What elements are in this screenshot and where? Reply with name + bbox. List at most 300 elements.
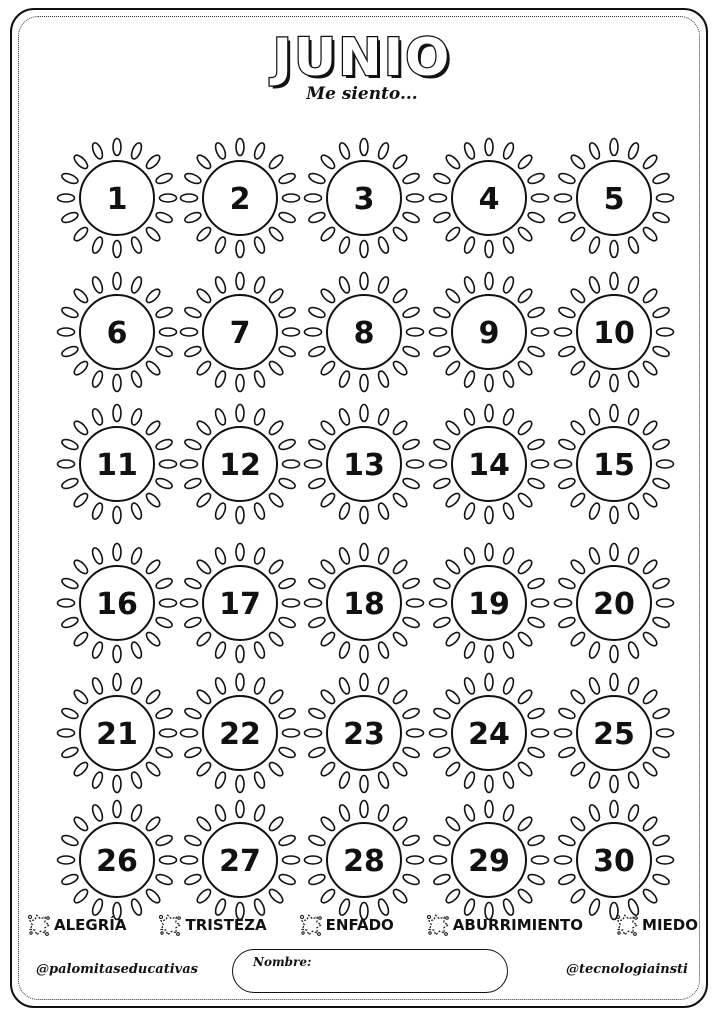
- day-number: 13: [343, 448, 385, 483]
- day-number: 10: [593, 316, 635, 351]
- day-sun[interactable]: [181, 801, 300, 920]
- legend-item-aburrimiento[interactable]: [425, 912, 583, 938]
- sun-ray: [360, 544, 368, 561]
- sun-ray: [195, 225, 213, 243]
- sun-ray: [402, 746, 421, 760]
- sun-ray: [144, 760, 162, 778]
- sun-ray: [502, 502, 516, 521]
- day-sun[interactable]: [181, 405, 300, 524]
- sun-ray: [588, 276, 602, 295]
- sun-ray: [278, 306, 297, 320]
- sun-ray: [610, 776, 618, 793]
- sun-ray: [444, 287, 462, 305]
- sun-ray: [308, 746, 327, 760]
- sun-ray: [485, 241, 493, 258]
- sun-ray: [91, 502, 105, 521]
- sun-ray: [569, 419, 587, 437]
- sun-ray: [569, 558, 587, 576]
- sun-ray: [433, 577, 452, 591]
- sun-ray: [402, 477, 421, 491]
- sun-ray: [61, 306, 80, 320]
- sun-ray: [155, 211, 174, 225]
- sun-ray: [319, 760, 337, 778]
- sun-ray: [444, 359, 462, 377]
- sun-ray: [532, 328, 549, 336]
- sun-ray: [184, 834, 203, 848]
- sun-ray: [160, 460, 177, 468]
- sun-ray: [558, 438, 577, 452]
- sun-ray: [652, 616, 671, 630]
- sun-ray: [113, 507, 121, 524]
- sun-ray: [588, 142, 602, 161]
- sun-ray: [516, 225, 534, 243]
- sun-ray: [502, 236, 516, 255]
- sun-ray: [130, 370, 144, 389]
- sun-ray: [430, 328, 447, 336]
- sun-ray: [430, 856, 447, 864]
- sun-ray: [444, 760, 462, 778]
- sun-ray: [532, 599, 549, 607]
- sun-ray: [214, 276, 228, 295]
- day-number: 26: [96, 844, 138, 879]
- sun-ray: [610, 273, 618, 290]
- sun-ray: [463, 502, 477, 521]
- sun-ray: [195, 558, 213, 576]
- sun-ray: [214, 641, 228, 660]
- day-sun[interactable]: [555, 139, 674, 258]
- sun-ray: [588, 677, 602, 696]
- sun-ray: [485, 674, 493, 691]
- sun-ray: [588, 804, 602, 823]
- sun-ray: [588, 408, 602, 427]
- sun-ray: [91, 236, 105, 255]
- sun-ray: [402, 707, 421, 721]
- sun-ray: [463, 677, 477, 696]
- sun-ray: [433, 707, 452, 721]
- sun-ray: [555, 729, 572, 737]
- sun-ray: [72, 419, 90, 437]
- day-sun[interactable]: [305, 273, 424, 392]
- sun-ray: [144, 688, 162, 706]
- sun-ray: [558, 616, 577, 630]
- sun-ray: [627, 771, 641, 790]
- sun-ray: [72, 359, 90, 377]
- day-sun[interactable]: [58, 674, 177, 793]
- sun-ray: [641, 558, 659, 576]
- sun-ray: [72, 225, 90, 243]
- sun-ray: [236, 507, 244, 524]
- sun-ray: [181, 729, 198, 737]
- sun-ray: [253, 804, 267, 823]
- sun-ray: [641, 630, 659, 648]
- sun-ray: [130, 641, 144, 660]
- day-sun[interactable]: [58, 801, 177, 920]
- sun-ray: [72, 760, 90, 778]
- sun-ray: [485, 405, 493, 422]
- sun-ray: [610, 674, 618, 691]
- day-number: 27: [219, 844, 261, 879]
- sun-ray: [236, 139, 244, 156]
- sun-ray: [236, 674, 244, 691]
- sun-ray: [91, 677, 105, 696]
- sun-ray: [610, 646, 618, 663]
- sun-ray: [184, 707, 203, 721]
- sun-ray: [160, 729, 177, 737]
- sun-ray: [236, 375, 244, 392]
- sun-ray: [278, 172, 297, 186]
- sun-ray: [130, 236, 144, 255]
- sun-ray: [391, 359, 409, 377]
- sun-ray: [377, 547, 391, 566]
- sun-ray: [113, 544, 121, 561]
- sun-ray: [402, 616, 421, 630]
- sun-ray: [391, 153, 409, 171]
- day-sun[interactable]: [181, 674, 300, 793]
- sun-ray: [267, 760, 285, 778]
- sun-ray: [144, 491, 162, 509]
- sun-ray: [433, 746, 452, 760]
- sun-ray: [72, 558, 90, 576]
- sun-ray: [155, 707, 174, 721]
- sun-ray: [555, 856, 572, 864]
- legend-item-tristeza[interactable]: [157, 912, 266, 938]
- sun-ray: [657, 194, 674, 202]
- sun-ray: [377, 804, 391, 823]
- sun-ray: [657, 599, 674, 607]
- sun-ray: [338, 547, 352, 566]
- sun-ray: [214, 370, 228, 389]
- day-sun[interactable]: [58, 544, 177, 663]
- sun-ray: [532, 194, 549, 202]
- sun-ray: [113, 273, 121, 290]
- sun-ray: [391, 887, 409, 905]
- day-sun[interactable]: [58, 273, 177, 392]
- sun-ray: [485, 139, 493, 156]
- sun-ray: [391, 491, 409, 509]
- day-sun[interactable]: [430, 801, 549, 920]
- day-sun[interactable]: [58, 405, 177, 524]
- sun-ray: [160, 856, 177, 864]
- sun-ray: [195, 419, 213, 437]
- sun-ray: [278, 873, 297, 887]
- sun-ray: [463, 641, 477, 660]
- sun-ray: [91, 276, 105, 295]
- sun-ray: [485, 273, 493, 290]
- sun-ray: [214, 142, 228, 161]
- sun-ray: [308, 172, 327, 186]
- sun-ray: [214, 771, 228, 790]
- sun-ray: [360, 801, 368, 818]
- sun-ray: [652, 577, 671, 591]
- sun-ray: [502, 804, 516, 823]
- day-number: 5: [603, 182, 625, 217]
- sun-ray: [463, 370, 477, 389]
- sun-ray: [283, 729, 300, 737]
- sun-ray: [155, 616, 174, 630]
- day-number: 9: [478, 316, 500, 351]
- sun-ray: [61, 746, 80, 760]
- sun-ray: [236, 241, 244, 258]
- sun-ray: [184, 477, 203, 491]
- day-sun[interactable]: [181, 139, 300, 258]
- day-sun[interactable]: [58, 139, 177, 258]
- sun-ray: [267, 225, 285, 243]
- sun-ray: [558, 211, 577, 225]
- day-sun[interactable]: [555, 405, 674, 524]
- sun-ray: [72, 491, 90, 509]
- sun-ray: [652, 746, 671, 760]
- sun-ray: [214, 804, 228, 823]
- sun-ray: [463, 276, 477, 295]
- sun-ray: [433, 345, 452, 359]
- sun-ray: [181, 194, 198, 202]
- emotion-legend: [26, 912, 698, 938]
- sun-ray: [155, 834, 174, 848]
- legend-item-miedo[interactable]: [614, 912, 698, 938]
- sun-ray: [58, 460, 75, 468]
- sun-ray: [402, 211, 421, 225]
- sun-ray: [319, 225, 337, 243]
- day-sun[interactable]: [430, 544, 549, 663]
- sun-ray: [236, 544, 244, 561]
- sun-ray: [236, 273, 244, 290]
- sun-ray: [641, 688, 659, 706]
- day-sun[interactable]: [305, 801, 424, 920]
- day-sun[interactable]: [430, 674, 549, 793]
- sun-ray: [214, 547, 228, 566]
- sun-ray: [214, 408, 228, 427]
- day-sun[interactable]: [305, 405, 424, 524]
- sun-ray: [377, 276, 391, 295]
- sun-ray: [160, 328, 177, 336]
- sun-ray: [569, 287, 587, 305]
- sun-ray: [657, 729, 674, 737]
- sun-ray: [516, 419, 534, 437]
- sun-ray: [527, 616, 546, 630]
- sun-ray: [377, 771, 391, 790]
- sun-ray: [278, 746, 297, 760]
- day-sun[interactable]: [430, 405, 549, 524]
- sun-ray: [283, 460, 300, 468]
- sun-ray: [195, 688, 213, 706]
- sun-ray: [502, 370, 516, 389]
- sun-ray: [130, 804, 144, 823]
- sun-ray: [558, 707, 577, 721]
- sun-ray: [155, 746, 174, 760]
- sun-ray: [253, 408, 267, 427]
- sun-ray: [195, 887, 213, 905]
- sun-ray: [360, 405, 368, 422]
- sun-ray: [267, 630, 285, 648]
- name-field[interactable]: [232, 949, 508, 993]
- sun-ray: [502, 547, 516, 566]
- sun-ray: [627, 547, 641, 566]
- sun-ray: [130, 502, 144, 521]
- sun-ray: [253, 641, 267, 660]
- sun-ray: [236, 776, 244, 793]
- sun-ray: [319, 688, 337, 706]
- sun-ray: [652, 707, 671, 721]
- day-number: 21: [96, 717, 138, 752]
- sun-ray: [113, 801, 121, 818]
- sun-ray: [377, 641, 391, 660]
- sun-ray: [588, 641, 602, 660]
- sun-ray: [181, 460, 198, 468]
- sun-ray: [444, 419, 462, 437]
- sun-ray: [308, 438, 327, 452]
- day-sun[interactable]: [555, 801, 674, 920]
- sun-ray: [130, 547, 144, 566]
- sun-ray: [61, 873, 80, 887]
- sun-ray: [485, 646, 493, 663]
- sun-ray: [253, 276, 267, 295]
- day-number: 19: [468, 587, 510, 622]
- sun-ray: [305, 194, 322, 202]
- sun-ray: [319, 287, 337, 305]
- sun-ray: [308, 834, 327, 848]
- sun-ray: [430, 194, 447, 202]
- sun-ray: [130, 677, 144, 696]
- day-number: 30: [593, 844, 635, 879]
- day-sun[interactable]: [181, 273, 300, 392]
- sun-ray: [319, 887, 337, 905]
- sun-ray: [278, 477, 297, 491]
- sun-ray: [444, 630, 462, 648]
- sun-ray: [444, 558, 462, 576]
- sun-ray: [278, 438, 297, 452]
- sun-ray: [527, 438, 546, 452]
- sun-ray: [338, 677, 352, 696]
- sun-ray: [214, 236, 228, 255]
- sun-ray: [305, 460, 322, 468]
- sun-ray: [253, 771, 267, 790]
- sun-ray: [485, 544, 493, 561]
- sun-ray: [641, 815, 659, 833]
- sun-ray: [516, 287, 534, 305]
- sun-ray: [407, 729, 424, 737]
- day-number: 16: [96, 587, 138, 622]
- sun-ray: [130, 408, 144, 427]
- day-sun[interactable]: [430, 139, 549, 258]
- sun-ray: [516, 558, 534, 576]
- sun-ray: [391, 225, 409, 243]
- sun-ray: [58, 856, 75, 864]
- sun-ray: [402, 172, 421, 186]
- sun-ray: [641, 491, 659, 509]
- sun-ray: [360, 776, 368, 793]
- splash-icon: [26, 912, 52, 938]
- sun-ray: [113, 646, 121, 663]
- day-number: 3: [353, 182, 375, 217]
- day-sun[interactable]: [305, 674, 424, 793]
- sun-ray: [555, 328, 572, 336]
- sun-ray: [308, 577, 327, 591]
- sun-ray: [319, 153, 337, 171]
- sun-ray: [283, 328, 300, 336]
- sun-ray: [433, 834, 452, 848]
- sun-ray: [184, 577, 203, 591]
- sun-ray: [516, 630, 534, 648]
- day-sun[interactable]: [555, 544, 674, 663]
- sun-ray: [463, 236, 477, 255]
- day-number: 7: [229, 316, 251, 351]
- day-sun[interactable]: [181, 544, 300, 663]
- day-sun[interactable]: [305, 544, 424, 663]
- sun-ray: [516, 153, 534, 171]
- sun-ray: [155, 438, 174, 452]
- legend-label: TRISTEZA: [185, 916, 267, 934]
- sun-ray: [267, 887, 285, 905]
- sun-ray: [391, 815, 409, 833]
- splash-icon: [298, 912, 324, 938]
- sun-ray: [502, 408, 516, 427]
- sun-ray: [433, 873, 452, 887]
- sun-ray: [181, 328, 198, 336]
- sun-ray: [319, 815, 337, 833]
- sun-ray: [652, 345, 671, 359]
- sun-ray: [377, 408, 391, 427]
- sun-ray: [130, 276, 144, 295]
- legend-item-alegria[interactable]: [26, 912, 126, 938]
- sun-ray: [72, 887, 90, 905]
- sun-ray: [610, 241, 618, 258]
- sun-ray: [377, 502, 391, 521]
- sun-ray: [444, 153, 462, 171]
- sun-ray: [338, 370, 352, 389]
- sun-ray: [267, 153, 285, 171]
- sun-ray: [402, 345, 421, 359]
- sun-ray: [360, 375, 368, 392]
- sun-ray: [569, 688, 587, 706]
- sun-ray: [641, 153, 659, 171]
- day-sun[interactable]: [305, 139, 424, 258]
- day-number: 29: [468, 844, 510, 879]
- sun-ray: [588, 771, 602, 790]
- sun-ray: [113, 674, 121, 691]
- sun-ray: [610, 544, 618, 561]
- sun-ray: [430, 599, 447, 607]
- sun-ray: [527, 172, 546, 186]
- legend-item-enfado[interactable]: [298, 912, 394, 938]
- sun-ray: [184, 345, 203, 359]
- sun-ray: [267, 359, 285, 377]
- sun-ray: [91, 641, 105, 660]
- sun-ray: [377, 142, 391, 161]
- sun-ray: [433, 438, 452, 452]
- sun-ray: [433, 172, 452, 186]
- sun-ray: [627, 804, 641, 823]
- sun-ray: [144, 153, 162, 171]
- sun-ray: [463, 547, 477, 566]
- day-sun[interactable]: [555, 674, 674, 793]
- sun-ray: [236, 646, 244, 663]
- sun-ray: [58, 328, 75, 336]
- sun-ray: [527, 345, 546, 359]
- sun-ray: [144, 419, 162, 437]
- day-number: 4: [478, 182, 500, 217]
- sun-ray: [641, 760, 659, 778]
- day-sun[interactable]: [430, 273, 549, 392]
- sun-ray: [433, 477, 452, 491]
- day-sun[interactable]: [555, 273, 674, 392]
- sun-ray: [558, 873, 577, 887]
- sun-ray: [184, 873, 203, 887]
- sun-ray: [160, 599, 177, 607]
- sun-ray: [569, 887, 587, 905]
- sun-ray: [308, 616, 327, 630]
- sun-ray: [641, 419, 659, 437]
- sun-ray: [283, 856, 300, 864]
